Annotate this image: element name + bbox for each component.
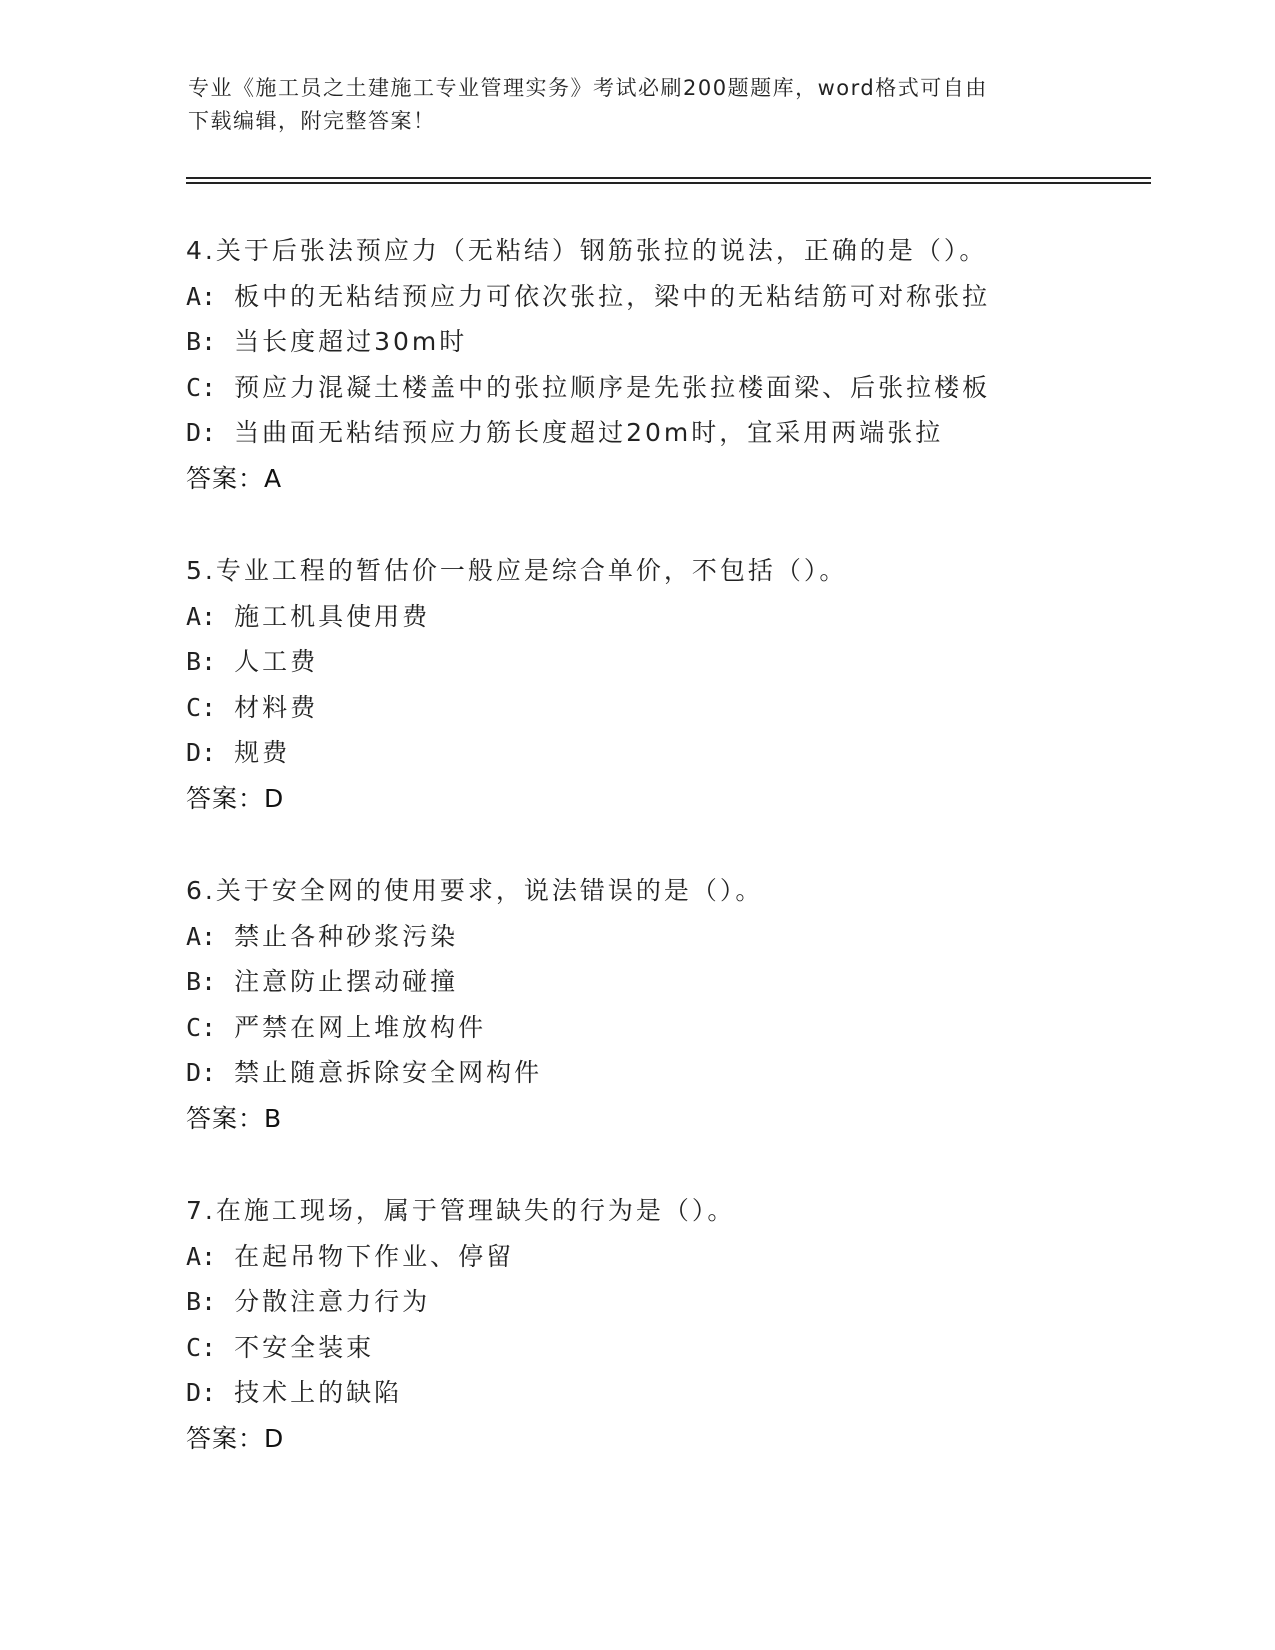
option-label: D: <box>186 418 217 447</box>
option-label: C: <box>186 1012 217 1042</box>
option-label: D: <box>186 1058 217 1087</box>
option-text: 分散注意力行为 <box>234 1287 431 1316</box>
option-c <box>186 1325 1126 1371</box>
answer-line <box>186 776 1126 822</box>
option-label: B: <box>186 647 217 676</box>
option-label: D: <box>186 738 217 767</box>
option-text: 不安全装束 <box>234 1332 375 1362</box>
question-stem: 6.关于安全网的使用要求，说法错误的是（）。 <box>186 876 764 905</box>
option-label: A: <box>186 601 217 631</box>
question-6 <box>186 868 1126 1141</box>
header-line-1: 专业《施工员之土建施工专业管理实务》考试必刷200题题库，word格式可自由 <box>188 76 988 100</box>
question-7 <box>186 1188 1126 1461</box>
header-divider-top <box>186 177 1151 179</box>
option-d <box>186 410 1126 456</box>
question-stem: 7.在施工现场，属于管理缺失的行为是（）。 <box>186 1196 736 1225</box>
option-text: 禁止随意拆除安全网构件 <box>234 1058 543 1087</box>
answer-value: D <box>264 783 285 813</box>
option-label: B: <box>186 327 217 356</box>
option-text: 材料费 <box>234 692 319 722</box>
answer-label: 答案： <box>186 463 265 493</box>
option-label: C: <box>186 372 217 402</box>
option-text: 技术上的缺陷 <box>234 1378 403 1407</box>
option-text: 施工机具使用费 <box>234 601 431 631</box>
option-text: 注意防止摆动碰撞 <box>234 967 459 996</box>
header-divider-bottom <box>186 182 1151 184</box>
option-text: 禁止各种砂浆污染 <box>234 921 459 951</box>
option-text: 规费 <box>234 738 291 767</box>
answer-value: A <box>264 463 283 493</box>
answer-label: 答案： <box>186 1423 265 1453</box>
option-b <box>186 639 1126 685</box>
option-d <box>186 1050 1126 1096</box>
option-label: D: <box>186 1378 217 1407</box>
option-label: B: <box>186 967 217 996</box>
question-stem: 4.关于后张法预应力（无粘结）钢筋张拉的说法，正确的是（）。 <box>186 236 988 265</box>
answer-value: D <box>264 1423 285 1453</box>
option-text: 人工费 <box>234 647 319 676</box>
question-5 <box>186 548 1126 821</box>
answer-line <box>186 456 1126 502</box>
option-a <box>186 1234 1126 1280</box>
option-label: A: <box>186 1241 217 1271</box>
answer-line <box>186 1096 1126 1142</box>
answer-label: 答案： <box>186 783 265 813</box>
answer-line <box>186 1416 1126 1462</box>
option-c <box>186 1005 1126 1051</box>
document-header <box>188 72 1088 138</box>
answer-label: 答案： <box>186 1103 265 1133</box>
option-a <box>186 274 1126 320</box>
option-text: 在起吊物下作业、停留 <box>234 1241 515 1271</box>
option-c <box>186 365 1126 411</box>
option-d <box>186 730 1126 776</box>
option-c <box>186 685 1126 731</box>
option-label: C: <box>186 1332 217 1362</box>
option-a <box>186 594 1126 640</box>
header-line-2: 下载编辑，附完整答案！ <box>188 109 436 133</box>
option-text: 当曲面无粘结预应力筋长度超过20m时，宜采用两端张拉 <box>234 418 944 447</box>
option-b <box>186 1279 1126 1325</box>
option-text: 当长度超过30m时 <box>234 327 468 356</box>
option-text: 预应力混凝土楼盖中的张拉顺序是先张拉楼面梁、后张拉楼板 <box>234 372 991 402</box>
option-label: C: <box>186 692 217 722</box>
option-d <box>186 1370 1126 1416</box>
option-label: A: <box>186 281 217 311</box>
option-text: 板中的无粘结预应力可依次张拉，梁中的无粘结筋可对称张拉 <box>234 281 991 311</box>
question-stem: 5.专业工程的暂估价一般应是综合单价，不包括（）。 <box>186 556 848 585</box>
answer-value: B <box>264 1103 283 1133</box>
option-label: B: <box>186 1287 217 1316</box>
option-text: 严禁在网上堆放构件 <box>234 1012 487 1042</box>
option-a <box>186 914 1126 960</box>
option-label: A: <box>186 921 217 951</box>
question-4 <box>186 228 1126 501</box>
option-b <box>186 319 1126 365</box>
option-b <box>186 959 1126 1005</box>
